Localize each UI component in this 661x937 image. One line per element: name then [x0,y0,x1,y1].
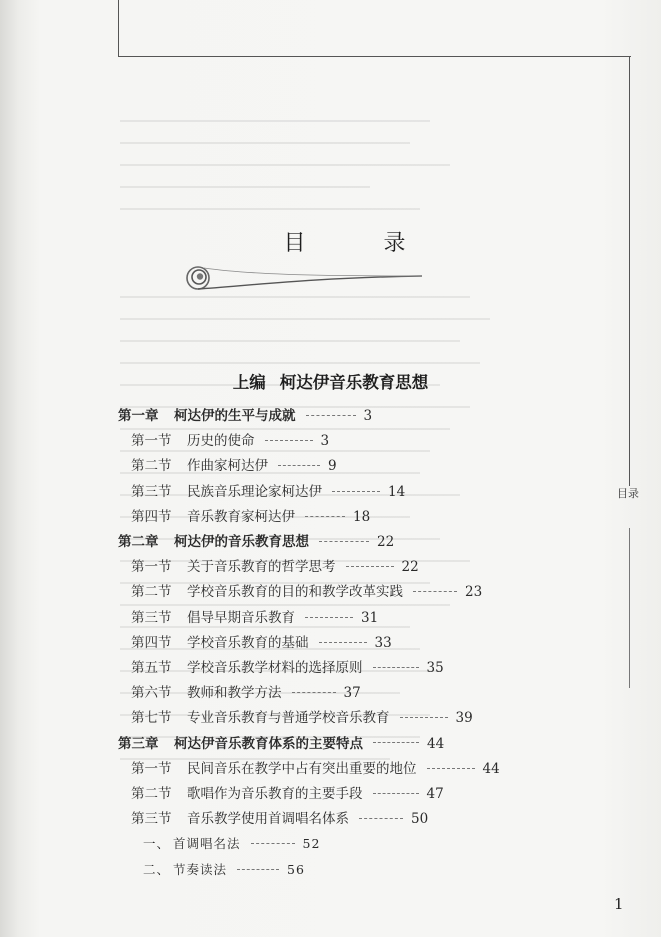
toc-entry-number: 第五节 [131,660,172,676]
toc-leader-line [251,843,295,844]
toc-entry-title: 学校音乐教育的目的和教学改革实践 [187,584,403,601]
toc-entry-title: 柯达伊音乐教育体系的主要特点 [174,735,363,752]
toc-entry-page: 44 [427,735,445,752]
page-title: 目 录 [283,231,434,256]
toc-chapter-entry[interactable] [118,530,394,554]
toc-leader-line [278,465,320,466]
toc-entry-title: 历史的使命 [187,433,255,450]
toc-section-entry[interactable] [131,757,500,781]
toc-entry-number: 第二节 [131,584,172,601]
toc-entry-number: 第四节 [131,634,172,651]
toc-entry-page: 56 [287,861,305,877]
frame-right-border-lower [629,528,630,688]
toc-entry-title: 节奏读法 [173,861,228,877]
toc-section-entry[interactable] [131,580,482,604]
toc-leader-line [346,566,394,567]
toc-leader-line [359,818,403,819]
toc-entry-page: 23 [465,584,483,601]
toc-entry-page: 3 [363,408,373,424]
toc-entry-title: 柯达伊的音乐教育思想 [174,534,309,550]
toc-entry-page: 35 [426,660,444,676]
part-name: 柯达伊音乐教育思想 [279,373,429,392]
toc-entry-page: 52 [302,836,321,852]
toc-entry-title: 教师和教学方法 [187,685,282,702]
toc-entry-page: 47 [426,786,444,802]
side-tab-label [617,486,639,501]
toc-entry-title: 倡导早期音乐教育 [187,609,295,626]
part-heading [0,369,661,393]
toc-entry-page: 37 [343,685,361,702]
toc-entry-number: 第一章 [118,408,159,424]
toc-section-entry[interactable] [131,681,361,705]
decorative-swirl-icon [186,264,422,292]
toc-entry-number: 第一节 [131,433,172,450]
toc-entry-page: 14 [388,483,406,500]
frame-right-border [629,56,630,486]
toc-leader-line [400,717,448,718]
toc-entry-page: 31 [361,609,379,626]
toc-subsection-entry[interactable] [143,832,320,856]
toc-entry-title: 民族音乐理论家柯达伊 [187,483,322,500]
toc-entry-title: 首调唱名法 [173,836,241,852]
toc-leader-line [373,742,419,743]
toc-section-entry[interactable] [131,782,444,806]
toc-entry-page: 9 [328,458,337,475]
toc-entry-page: 39 [455,710,473,727]
toc-entry-title: 柯达伊的生平与成就 [174,408,296,424]
toc-leader-line [373,667,419,668]
toc-entry-page: 22 [401,559,419,576]
toc-entry-number: 第四节 [131,508,172,525]
toc-entry-title: 学校音乐教学材料的选择原则 [187,660,363,676]
toc-leader-line [319,642,367,643]
toc-leader-line [305,617,353,618]
toc-entry-page: 44 [482,760,500,777]
toc-entry-number: 第三节 [131,609,172,626]
toc-entry-number: 第二节 [131,458,172,475]
toc-entry-page: 33 [374,634,392,651]
toc-entry-number: 一、 [143,836,171,852]
toc-leader-line [319,541,369,542]
toc-leader-line [292,692,336,693]
toc-entry-number: 第三节 [131,483,172,500]
toc-entry-page: 22 [377,534,395,550]
side-tab-text: 目录 [617,487,639,500]
toc-section-entry[interactable] [131,807,428,831]
toc-entry-title: 专业音乐教育与普通学校音乐教育 [187,710,390,727]
toc-entry-number: 第一节 [131,559,172,576]
page-number: 1 [614,895,624,913]
toc-leader-line [373,793,419,794]
toc-section-entry[interactable] [131,656,444,680]
toc-leader-line [237,869,279,870]
frame-top-border [118,0,631,57]
toc-leader-line [306,415,356,416]
part-label: 上编 [232,373,266,392]
toc-leader-line [265,440,313,441]
toc-entry-page: 50 [411,811,429,828]
toc-chapter-entry[interactable] [118,404,372,428]
toc-section-entry[interactable] [131,505,370,529]
toc-subsection-entry[interactable] [143,858,305,882]
toc-section-entry[interactable] [131,631,392,655]
toc-entry-number: 二、 [143,861,171,877]
toc-entry-number: 第七节 [131,710,172,727]
toc-leader-line [305,516,345,517]
toc-entry-title: 学校音乐教育的基础 [187,634,309,651]
toc-entry-page: 3 [320,433,330,450]
toc-entry-title: 民间音乐在教学中占有突出重要的地位 [187,760,417,777]
toc-section-entry[interactable] [131,480,405,504]
toc-entry-title: 音乐教学使用首调唱名体系 [187,811,349,828]
toc-entry-number: 第二节 [131,786,172,802]
toc-section-entry[interactable] [131,454,337,478]
toc-entry-number: 第三章 [118,735,159,752]
toc-entry-number: 第二章 [118,534,159,550]
toc-chapter-entry[interactable] [118,732,444,756]
toc-leader-line [427,768,475,769]
toc-entry-title: 歌唱作为音乐教育的主要手段 [187,786,363,802]
toc-section-entry[interactable] [131,606,378,630]
toc-section-entry[interactable] [131,555,419,579]
toc-section-entry[interactable] [131,706,473,730]
toc-entry-number: 第三节 [131,811,172,828]
toc-leader-line [413,591,457,592]
toc-entry-number: 第六节 [131,685,172,702]
toc-entry-title: 作曲家柯达伊 [187,458,268,475]
toc-leader-line [332,491,380,492]
toc-entry-title: 关于音乐教育的哲学思考 [187,559,336,576]
toc-section-entry[interactable] [131,429,329,453]
toc-entry-number: 第一节 [131,760,172,777]
toc-entry-title: 音乐教育家柯达伊 [187,508,295,525]
toc-entry-page: 18 [353,508,371,525]
